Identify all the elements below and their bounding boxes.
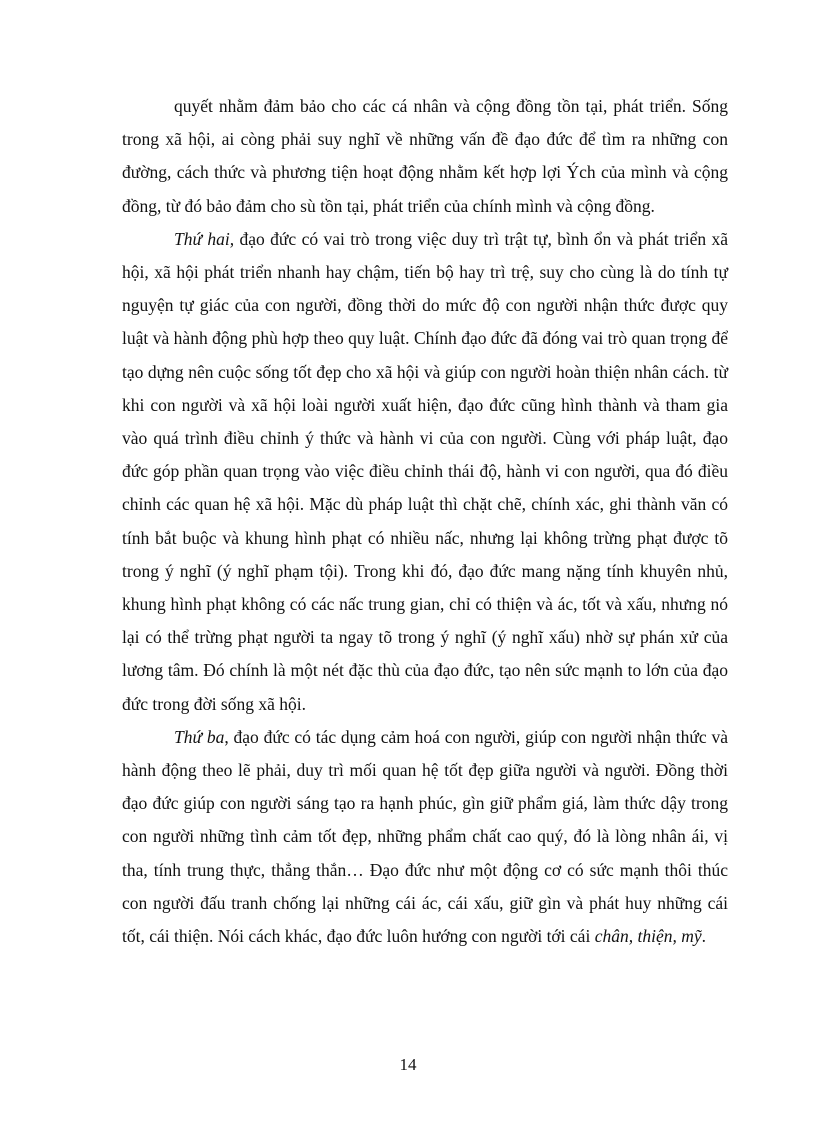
paragraph-1-text: quyết nhằm đảm bảo cho các cá nhân và cộng đồng tồn tại, phát triển. Sống trong xã hội, ai còng phải suy nghĩ về những vấn đề đạo đức để tìm ra những con đường, cách thức và phương tiện hoạt động nhằm kết hợp lợi Ých của mình và cộng đồng, từ đó bảo đảm cho sù tồn tại, phát triển của chính mình và cộng đồng. [122, 96, 728, 216]
paragraph-3 [122, 721, 728, 953]
paragraph-3-end: . [701, 926, 706, 947]
paragraph-2 [122, 223, 728, 721]
paragraph-2-text: đạo đức có vai trò trong việc duy trì trật tự, bình ổn và phát triển xã hội, xã hội phát triển nhanh hay chậm, tiến bộ hay trì trệ, suy cho cùng là do tính tự nguyện tự giác của con người, đồng thời do mức độ con người nhận thức được quy luật và hành động phù hợp theo quy luật. Chính đạo đức đã đóng vai trò quan trọng để tạo dựng nên cuộc sống tốt đẹp cho xã hội và giúp con người hoàn thiện nhân cách. từ khi con người và xã hội loài người xuất hiện, đạo đức cũng hình thành và tham gia vào quá trình điều chỉnh ý thức và hành vi của con người. Cùng với pháp luật, đạo đức góp phần quan trọng vào việc điều chỉnh thái độ, hành vi con người, qua đó điều chỉnh các quan hệ xã hội. Mặc dù pháp luật thì chặt chẽ, chính xác, ghi thành văn có tính bắt buộc và khung hình phạt có nhiều nấc, nhưng lại không trừng phạt được tõ trong ý nghĩ (ý nghĩ phạm tội). Trong khi đó, đạo đức mang nặng tính khuyên nhủ, khung hình phạt không có các nấc trung gian, chỉ có thiện và ác, tốt và xấu, nhưng nó lại có thể trừng phạt người ta ngay tõ trong ý nghĩ (ý nghĩ xấu) nhờ sự phán xử của lương tâm. Đó chính là một nét đặc thù của đạo đức, tạo nên sức mạnh to lớn của đạo đức trong đời sống xã hội. [122, 228, 729, 714]
body-text [122, 90, 728, 953]
paragraph-1 [122, 90, 728, 223]
paragraph-3-emphasis: chân, thiện, mỹ [594, 926, 702, 947]
paragraph-2-lead: Thứ hai, [174, 228, 235, 249]
page-number: 14 [399, 1055, 417, 1074]
paragraph-3-lead: Thứ ba [174, 726, 225, 747]
paragraph-3-text: , đạo đức có tác dụng cảm hoá con người, giúp con người nhận thức và hành động theo lẽ phải, duy trì mối quan hệ tốt đẹp giữa người và người. Đồng thời đạo đức giúp con người sáng tạo ra hạnh phúc, gìn giữ phẩm giá, làm thức dậy trong con người những tình cảm tốt đẹp, những phẩm chất cao quý, đó là lòng nhân ái, vị tha, tính trung thực, thẳng thắn… Đạo đức như một động cơ có sức mạnh thôi thúc con người đấu tranh chống lại những cái ác, cái xấu, giữ gìn và phát huy những cái tốt, cái thiện. Nói cách khác, đạo đức luôn hướng con người tới cái [122, 726, 728, 947]
